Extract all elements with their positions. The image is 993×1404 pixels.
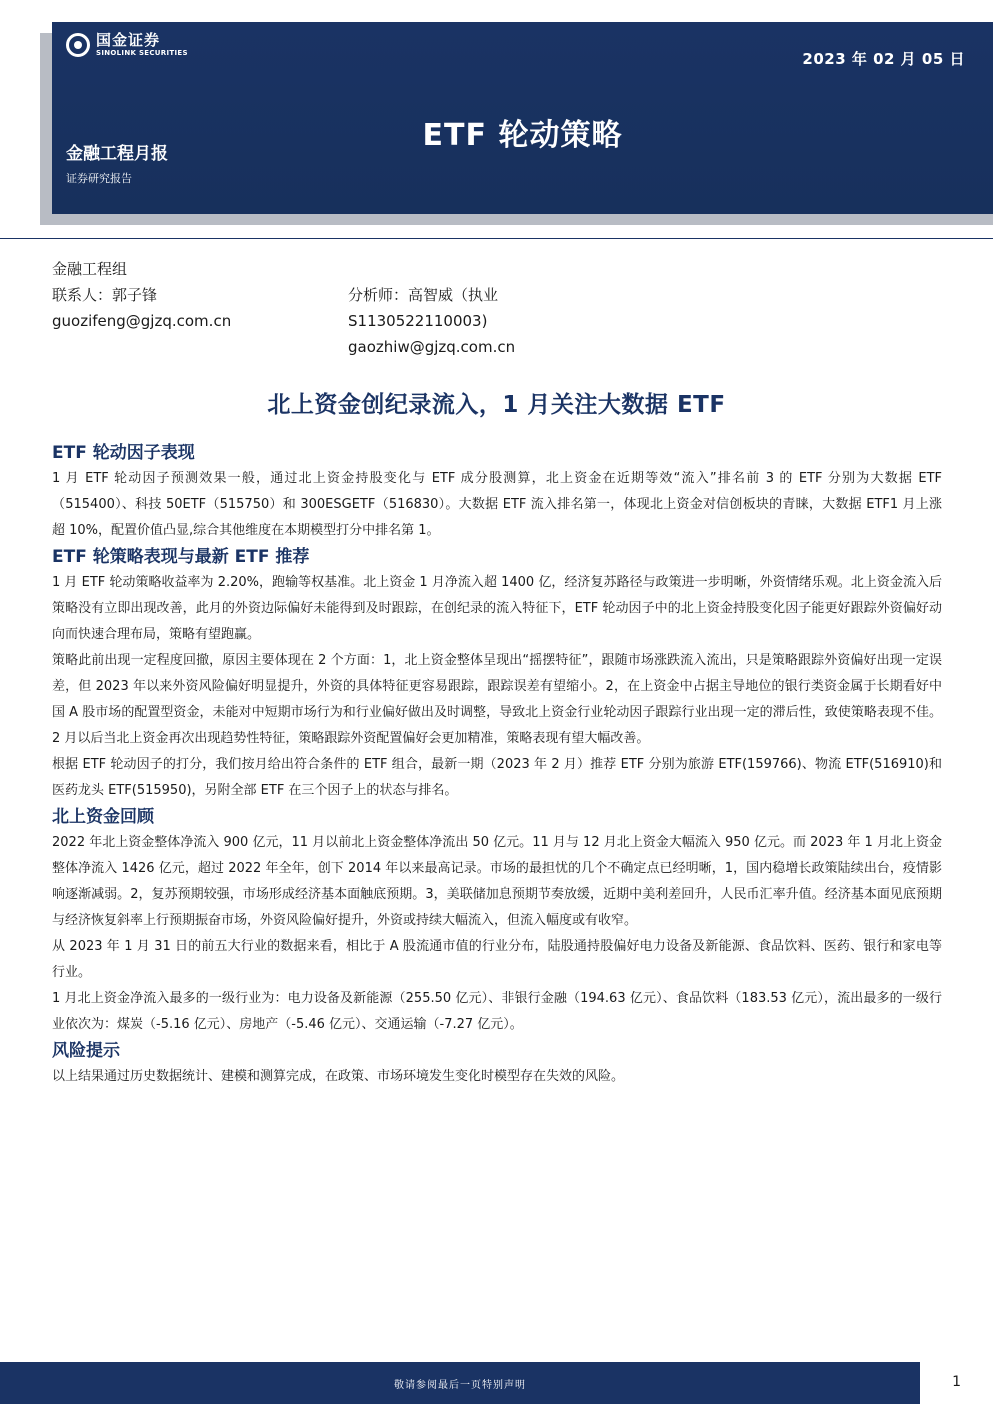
- paragraph: 1 月 ETF 轮动因子预测效果一般，通过北上资金持股变化与 ETF 成分股测算，北上资金在近期等效“流入”排名前 3 的 ETF 分别为大数据 ETF（515400）、科技 50ETF（515750）和 300ESGETF（516830）。大数据 ETF 流入排名第一，体现北上资金对信创板块的青睐，大数据 ETF1 月上涨超 10%，配置价值凸显,综合其他维度在本期模型打分中排名第 1。: [52, 471, 942, 538]
- paragraph: 以上结果通过历史数据统计、建模和测算完成，在政策、市场环境发生变化时模型存在失效的风险。: [52, 1069, 625, 1084]
- header-banner: [52, 22, 993, 214]
- paragraph: 2022 年北上资金整体净流入 900 亿元，11 月以前北上资金整体净流出 50 亿元。11 月与 12 月北上资金大幅流入 950 亿元。而 2023 年 1 月北上资金整体净流入 1426 亿元，超过 2022 年全年，创下 2014 年以来最高记录。市场的最担忧的几个不确定点已经明晰，1，国内稳增长政策陆续出台，疫情影响逐渐减弱。2，复苏预期较强，市场形成经济基本面触底预期。3，美联储加息预期节奏放缓，近期中美利差回升，人民币汇率升值。经济基本面见底预期与经济恢复斜率上行预期振奋市场，外资风险偏好提升，外资或持续大幅流入，但流入幅度或有收窄。: [52, 835, 942, 928]
- company-logo: [66, 33, 188, 57]
- section-title: 北上资金回顾: [52, 807, 154, 827]
- section-strategy-recommendation: [52, 544, 942, 804]
- logo-name-cn: 国金证券: [96, 31, 161, 49]
- report-body: [52, 440, 942, 1090]
- logo-icon: [66, 33, 90, 57]
- logo-name-en: SINOLINK SECURITIES: [96, 49, 188, 57]
- analyst-column: [348, 282, 515, 360]
- disclaimer-note: 敬请参阅最后一页特别声明: [394, 1380, 526, 1391]
- contact-name: 联系人：郭子锋: [52, 286, 158, 304]
- paragraph: 策略此前出现一定程度回撤，原因主要体现在 2 个方面：1，北上资金整体呈现出“摇摆特征”，跟随市场涨跌流入流出，只是策略跟踪外资偏好出现一定误差，但 2023 年以来外资风险偏好明显提升，外资的具体特征更容易跟踪，跟踪误差有望缩小。2，在上资金中占据主导地位的银行类资金属于长期看好中国 A 股市场的配置型资金，未能对中短期市场行为和行业偏好做出及时调整，导致北上资金行业轮动因子跟踪行业出现一定的滞后性，致使策略表现不佳。2 月以后当北上资金再次出现趋势性特征，策略跟踪外资配置偏好会更加精准，策略表现有望大幅改善。: [52, 653, 942, 746]
- report-title: ETF 轮动策略: [422, 118, 623, 153]
- page-number: 1: [952, 1374, 961, 1390]
- contact-email: guozifeng@gjzq.com.cn: [52, 312, 232, 330]
- section-risk-warning: [52, 1038, 942, 1090]
- contact-column: [52, 256, 231, 334]
- report-type: 金融工程月报: [66, 144, 168, 164]
- section-title: ETF 轮动因子表现: [52, 443, 195, 463]
- header-divider: [0, 238, 993, 239]
- section-title: 风险提示: [52, 1041, 120, 1061]
- analyst-license: S1130522110003): [348, 312, 488, 330]
- section-northbound-review: [52, 804, 942, 1038]
- section-factor-performance: [52, 440, 942, 544]
- report-headline: 北上资金创纪录流入，1 月关注大数据 ETF: [267, 392, 726, 418]
- analyst-email: gaozhiw@gjzq.com.cn: [348, 338, 516, 356]
- footer-bar: [0, 1362, 920, 1404]
- paragraph: 1 月 ETF 轮动策略收益率为 2.20%，跑输等权基准。北上资金 1 月净流入超 1400 亿，经济复苏路径与政策进一步明晰，外资情绪乐观。北上资金流入后策略没有立即出现改善，此月的外资边际偏好未能得到及时跟踪，在创纪录的流入特征下，ETF 轮动因子中的北上资金持股变化因子能更好跟踪外资偏好动向而快速合理布局，策略有望跑赢。: [52, 575, 942, 642]
- paragraph: 从 2023 年 1 月 31 日的前五大行业的数据来看，相比于 A 股流通市值的行业分布，陆股通持股偏好电力设备及新能源、食品饮料、医药、银行和家电等行业。: [52, 939, 942, 980]
- paragraph: 根据 ETF 轮动因子的打分，我们按月给出符合条件的 ETF 组合，最新一期（2023 年 2 月）推荐 ETF 分别为旅游 ETF(159766)、物流 ETF(516910)和医药龙头 ETF(515950)，另附全部 ETF 在三个因子上的状态与排名。: [52, 757, 942, 798]
- section-title: ETF 轮策略表现与最新 ETF 推荐: [52, 547, 310, 567]
- paragraph: 1 月北上资金净流入最多的一级行业为：电力设备及新能源（255.50 亿元）、非银行金融（194.63 亿元）、食品饮料（183.53 亿元），流出最多的一级行业依次为：煤炭（-5.16 亿元）、房地产（-5.46 亿元）、交通运输（-7.27 亿元）。: [52, 991, 942, 1032]
- report-subtype: 证券研究报告: [66, 172, 132, 185]
- analyst-name: 分析师：高智威（执业: [348, 286, 499, 304]
- team-name: 金融工程组: [52, 260, 128, 278]
- report-date: 2023 年 02 月 05 日: [802, 50, 965, 68]
